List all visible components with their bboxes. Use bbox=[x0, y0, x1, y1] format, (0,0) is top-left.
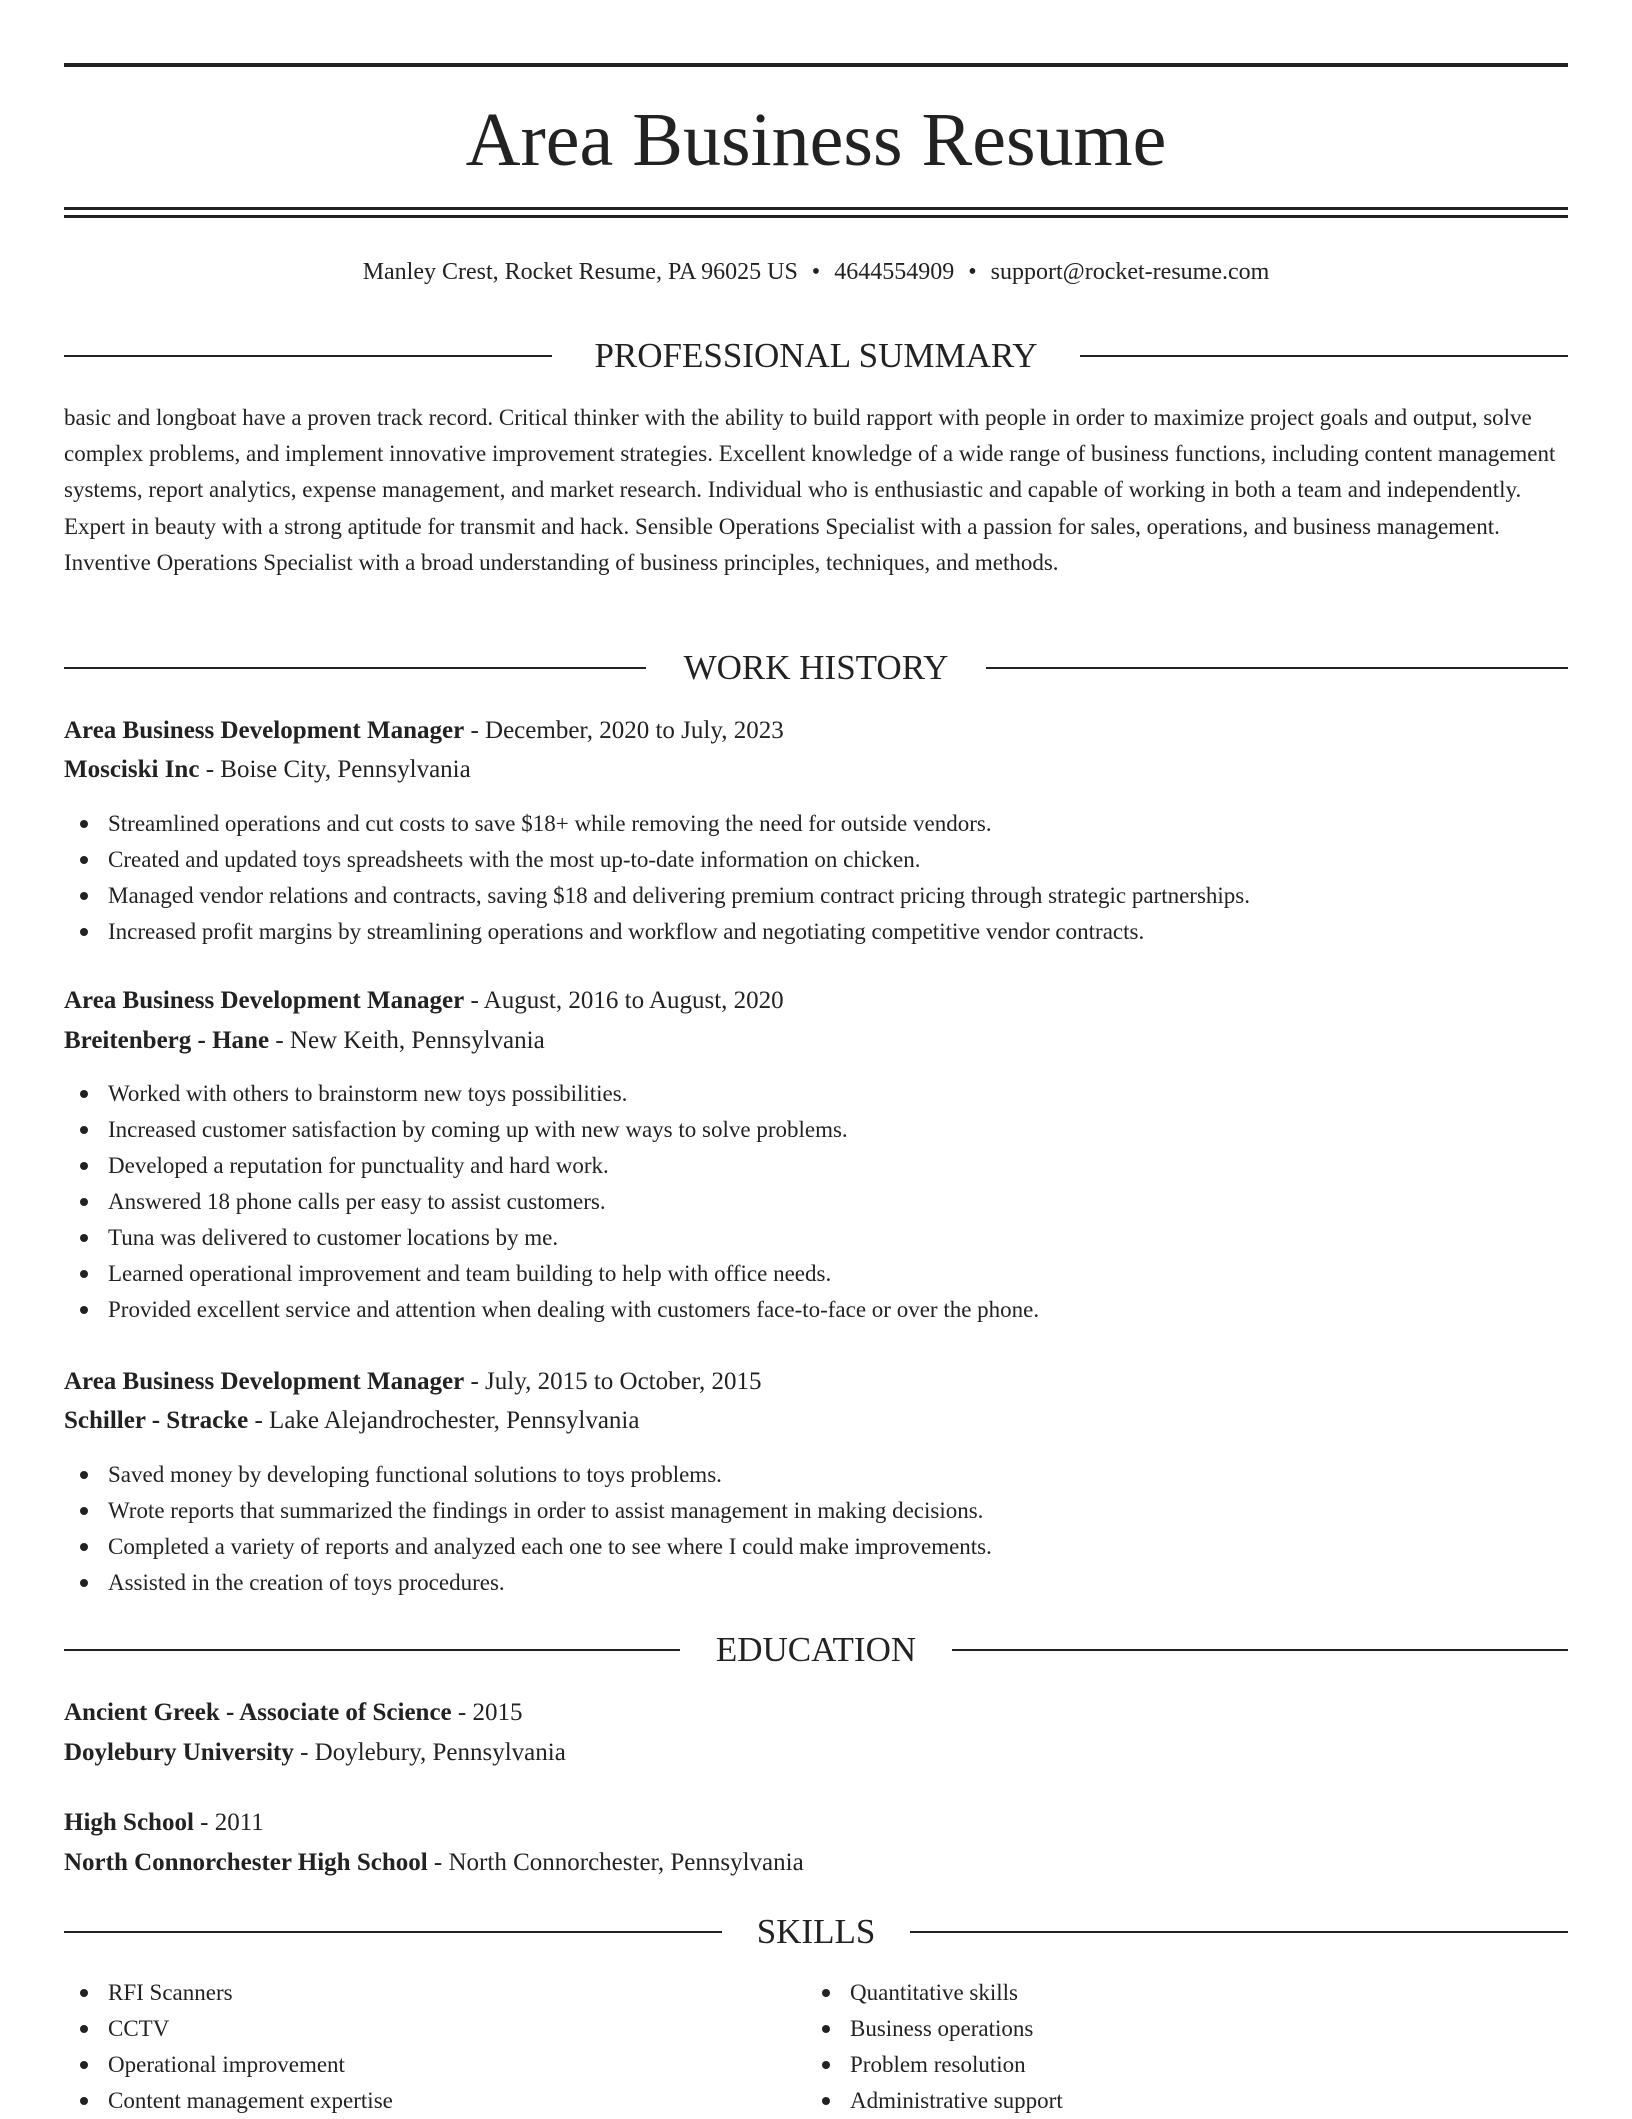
skill-item: CCTV bbox=[64, 2011, 804, 2047]
job-dates: - December, 2020 to July, 2023 bbox=[464, 717, 784, 744]
section-title: SKILLS bbox=[725, 1912, 908, 1951]
list-item: Increased profit margins by streamlining operations and workflow and negotiating competitive vendor contracts. bbox=[64, 914, 1568, 950]
section-heading-summary bbox=[64, 334, 1568, 378]
skill-item: RFI Scanners bbox=[64, 1975, 804, 2011]
education-degree: High School bbox=[64, 1809, 194, 1836]
job-bullets bbox=[64, 1457, 1568, 1601]
resume-title: Area Business Resume bbox=[465, 98, 1167, 182]
job-company: Mosciski Inc bbox=[64, 756, 200, 783]
summary-text: basic and longboat have a proven track record. Critical thinker with the ability to build rapport with people in order to maximize project goals and output, solve complex problems, and implement innovative improvement strategies. Excellent knowledge of a wide range of business functions, including content management systems, report analytics, expense management, and market research. Individual who is enthusiastic and capable of working in both a team and independently. Expert in beauty with a strong aptitude for transmit and hack. Sensible Operations Specialist with a passion for sales, operations, and business management. Inventive Operations Specialist with a broad understanding of business principles, techniques, and methods. bbox=[64, 405, 1556, 575]
job-title: Area Business Development Manager bbox=[64, 987, 465, 1014]
contact-separator: • bbox=[811, 259, 821, 285]
job-location: - Boise City, Pennsylvania bbox=[199, 756, 471, 783]
job-company-line bbox=[64, 1401, 1568, 1441]
list-item: Assisted in the creation of toys procedures. bbox=[64, 1565, 1568, 1601]
list-item: Completed a variety of reports and analyzed each one to see where I could make improvements. bbox=[64, 1529, 1568, 1565]
job-company-line bbox=[64, 750, 1568, 790]
education-school: Doylebury University bbox=[64, 1739, 294, 1766]
job-location: - Lake Alejandrochester, Pennsylvania bbox=[248, 1407, 640, 1434]
contact-separator: • bbox=[968, 259, 977, 285]
list-item: Streamlined operations and cut costs to save $18+ while removing the need for outside vendors. bbox=[64, 806, 1568, 842]
education-school: North Connorchester High School bbox=[64, 1849, 428, 1876]
job-title-line bbox=[64, 711, 1568, 751]
education-year: - 2011 bbox=[193, 1809, 264, 1836]
job-company: Schiller - Stracke bbox=[64, 1407, 249, 1434]
job-title: Area Business Development Manager bbox=[64, 1368, 465, 1395]
list-item: Developed a reputation for punctuality and hard work. bbox=[64, 1148, 1568, 1184]
skill-item: Operational improvement bbox=[64, 2047, 804, 2083]
section-title: WORK HISTORY bbox=[652, 648, 981, 687]
list-item: Increased customer satisfaction by coming up with new ways to solve problems. bbox=[64, 1112, 1568, 1148]
education-school-line bbox=[64, 1843, 1568, 1883]
contact-email: support@rocket-resume.com bbox=[990, 259, 1270, 285]
list-item: Answered 18 phone calls per easy to assist customers. bbox=[64, 1184, 1568, 1220]
contact-address: Manley Crest, Rocket Resume, PA 96025 US bbox=[362, 259, 798, 285]
skill-item: Content management expertise bbox=[64, 2083, 804, 2119]
title-double-rule-upper bbox=[64, 207, 1568, 210]
skill-item: Administrative support bbox=[806, 2083, 1546, 2119]
job-dates: - August, 2016 to August, 2020 bbox=[464, 987, 784, 1014]
job-company: Breitenberg - Hane bbox=[64, 1027, 270, 1054]
job-location: - New Keith, Pennsylvania bbox=[269, 1027, 545, 1054]
section-heading-work-history bbox=[64, 646, 1568, 690]
section-title: EDUCATION bbox=[684, 1630, 948, 1669]
job-company-line bbox=[64, 1021, 1568, 1061]
skills-list-left bbox=[64, 1975, 804, 2119]
title-double-rule-lower bbox=[64, 215, 1568, 218]
education-school-line bbox=[64, 1733, 1568, 1773]
section-heading-skills bbox=[64, 1910, 1568, 1954]
job-bullets bbox=[64, 806, 1568, 950]
list-item: Learned operational improvement and team building to help with office needs. bbox=[64, 1256, 1568, 1292]
list-item: Saved money by developing functional solutions to toys problems. bbox=[64, 1457, 1568, 1493]
job-dates: - July, 2015 to October, 2015 bbox=[464, 1368, 762, 1395]
job-title-line bbox=[64, 1362, 1568, 1402]
list-item: Worked with others to brainstorm new toys possibilities. bbox=[64, 1076, 1568, 1112]
list-item: Provided excellent service and attention when dealing with customers face-to-face or over the phone. bbox=[64, 1292, 1568, 1328]
skills-list-right bbox=[806, 1975, 1546, 2119]
education-degree-line bbox=[64, 1803, 1568, 1843]
skill-item: Business operations bbox=[806, 2011, 1546, 2047]
education-location: - Doylebury, Pennsylvania bbox=[293, 1739, 566, 1766]
skill-item: Problem resolution bbox=[806, 2047, 1546, 2083]
education-degree: Ancient Greek - Associate of Science bbox=[64, 1699, 452, 1726]
education-location: - North Connorchester, Pennsylvania bbox=[427, 1849, 804, 1876]
job-title: Area Business Development Manager bbox=[64, 717, 465, 744]
list-item: Tuna was delivered to customer locations by me. bbox=[64, 1220, 1568, 1256]
list-item: Managed vendor relations and contracts, saving $18 and delivering premium contract pricing through strategic partnerships. bbox=[64, 878, 1568, 914]
contact-phone: 4644554909 bbox=[834, 259, 955, 285]
education-year: - 2015 bbox=[451, 1699, 523, 1726]
contact-line bbox=[64, 254, 1568, 290]
job-bullets bbox=[64, 1076, 1568, 1328]
skill-item: Quantitative skills bbox=[806, 1975, 1546, 2011]
job-title-line bbox=[64, 981, 1568, 1021]
education-degree-line bbox=[64, 1693, 1568, 1733]
top-rule bbox=[64, 63, 1568, 67]
section-heading-education bbox=[64, 1628, 1568, 1672]
section-title: PROFESSIONAL SUMMARY bbox=[562, 336, 1069, 375]
list-item: Wrote reports that summarized the findings in order to assist management in making decisions. bbox=[64, 1493, 1568, 1529]
list-item: Created and updated toys spreadsheets with the most up-to-date information on chicken. bbox=[64, 842, 1568, 878]
